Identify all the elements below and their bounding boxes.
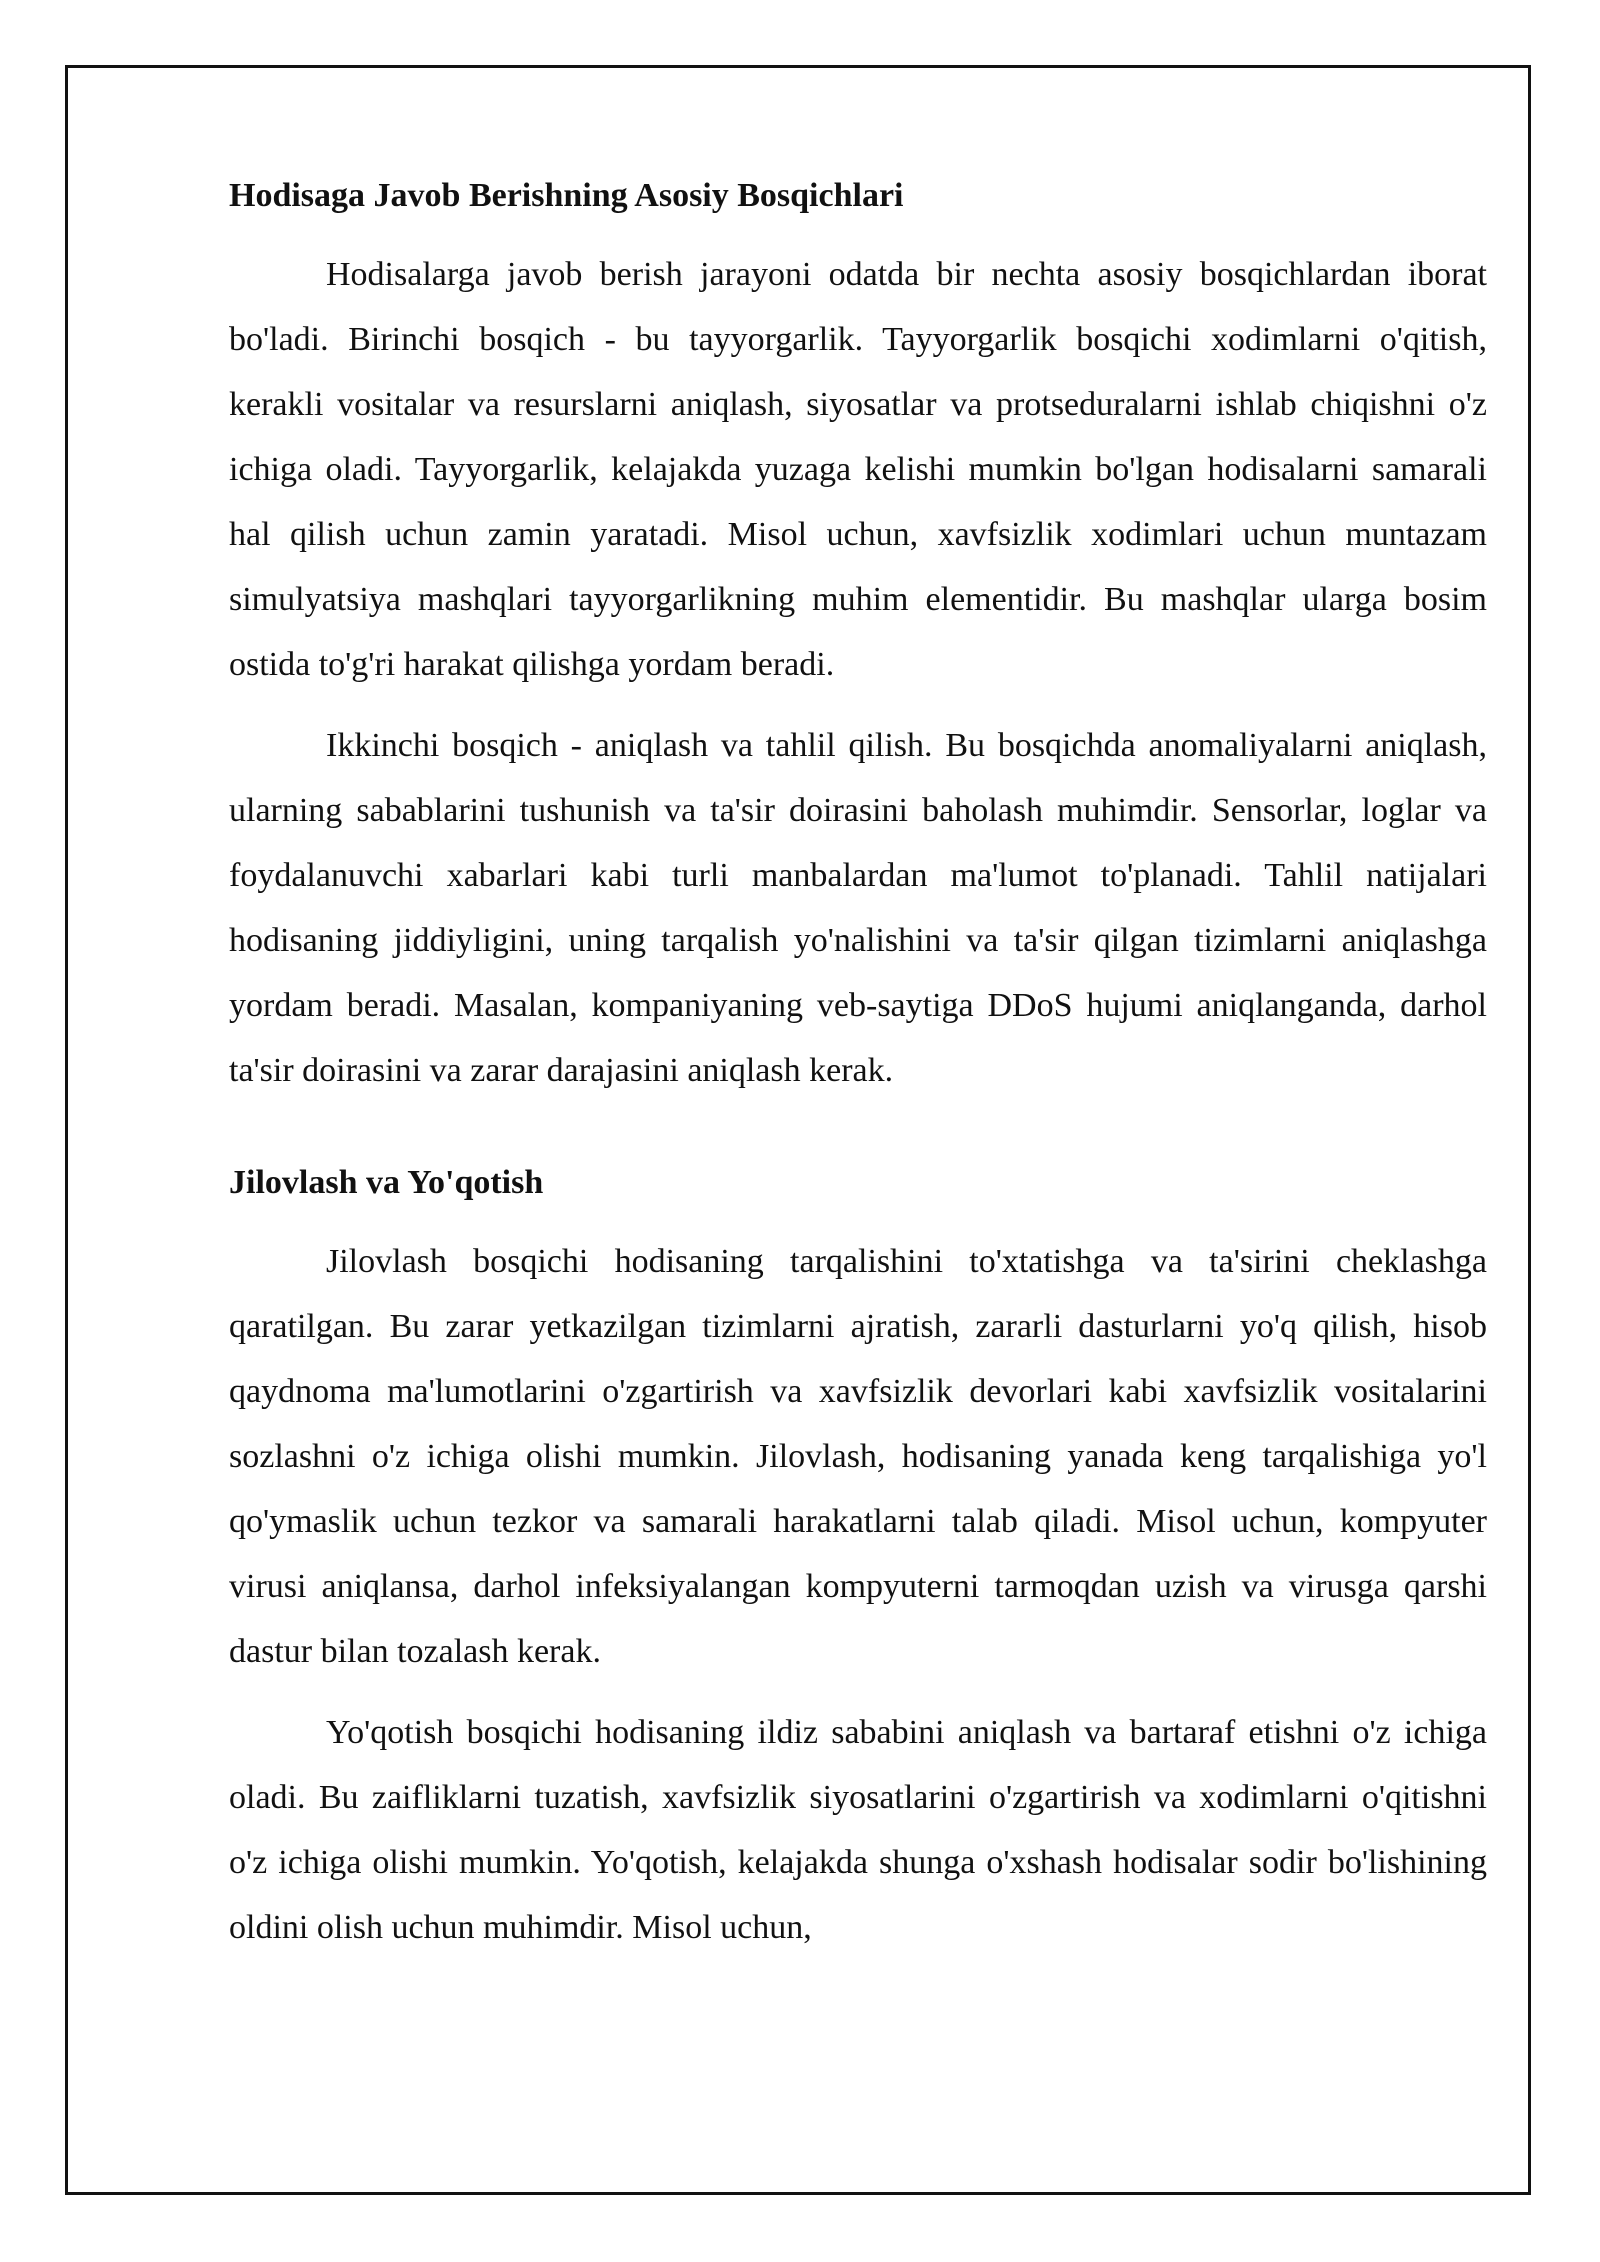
document-body xyxy=(229,172,1487,1976)
section-heading-javob-bosqichlari: Hodisaga Javob Berishning Asosiy Bosqichlari xyxy=(229,177,904,214)
paragraph-aniqlash-tahlil: Ikkinchi bosqich - aniqlash va tahlil qilish. Bu bosqichda anomaliyalarni aniqlash, ularning sabablarini tushunish va ta'sir doirasini baholash muhimdir. Sensorlar, loglar va foydalanuvchi xabarlari kabi turli manbalardan ma'lumot to'planadi. Tahlil natijalari hodisaning jiddiyligini, uning tarqalish yo'nalishini va ta'sir qilgan tizimlarni aniqlashga yordam beradi. Masalan, kompaniyaning veb-saytiga DDoS hujumi aniqlanganda, darhol ta'sir doirasini va zarar darajasini aniqlash kerak. xyxy=(229,727,1487,1089)
paragraph-yoqotish: Yo'qotish bosqichi hodisaning ildiz sababini aniqlash va bartaraf etishni o'z ichiga oladi. Bu zaifliklarni tuzatish, xavfsizlik siyosatlarini o'zgartirish va xodimlarni o'qitishni o'z ichiga olishi mumkin. Yo'qotish, kelajakda shunga o'xshash hodisalar sodir bo'lishining oldini olish uchun muhimdir. Misol uchun, xyxy=(229,1714,1487,1946)
paragraph-tayyorgarlik: Hodisalarga javob berish jarayoni odatda bir nechta asosiy bosqichlardan iborat bo'ladi. Birinchi bosqich - bu tayyorgarlik. Tayyorgarlik bosqichi xodimlarni o'qitish, kerakli vositalar va resurslarni aniqlash, siyosatlar va protseduralarni ishlab chiqishni o'z ichiga oladi. Tayyorgarlik, kelajakda yuzaga kelishi mumkin bo'lgan hodisalarni samarali hal qilish uchun zamin yaratadi. Misol uchun, xavfsizlik xodimlari uchun muntazam simulyatsiya mashqlari tayyorgarlikning muhim elementidir. Bu mashqlar ularga bosim ostida to'g'ri harakat qilishga yordam beradi. xyxy=(229,256,1487,683)
paragraph-jilovlash: Jilovlash bosqichi hodisaning tarqalishini to'xtatishga va ta'sirini cheklashga qaratilgan. Bu zarar yetkazilgan tizimlarni ajratish, zararli dasturlarni yo'q qilish, hisob qaydnoma ma'lumotlarini o'zgartirish va xavfsizlik devorlari kabi xavfsizlik vositalarini sozlashni o'z ichiga olishi mumkin. Jilovlash, hodisaning yanada keng tarqalishiga yo'l qo'ymaslik uchun tezkor va samarali harakatlarni talab qiladi. Misol uchun, kompyuter virusi aniqlansa, darhol infeksiyalangan kompyuterni tarmoqdan uzish va virusga qarshi dastur bilan tozalash kerak. xyxy=(229,1243,1487,1670)
section-heading-jilovlash: Jilovlash va Yo'qotish xyxy=(229,1164,544,1201)
